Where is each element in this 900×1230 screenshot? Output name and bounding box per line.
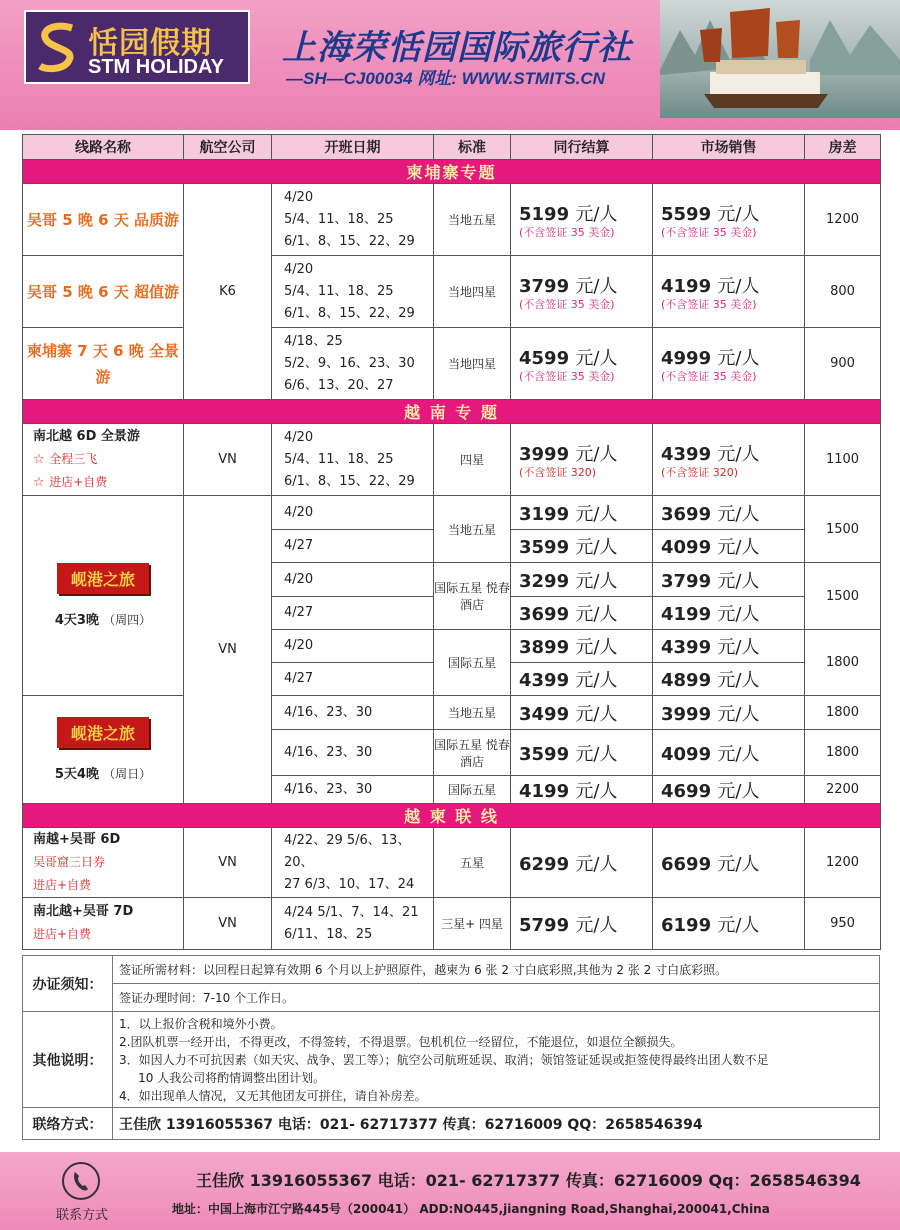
section-vietnam: 越 南 专 题 xyxy=(23,400,881,424)
airline: VN xyxy=(184,828,272,898)
junk-boat-photo xyxy=(660,0,900,118)
single-supplement: 1500 xyxy=(805,496,881,563)
company-logo xyxy=(24,10,250,84)
market-price: 3799 元/人 xyxy=(653,563,805,597)
market-price: 6199 元/人 xyxy=(653,898,805,950)
hotel-standard: 国际五星 悦春酒店 xyxy=(434,563,511,630)
market-price: 4199 元/人 xyxy=(653,597,805,630)
market-price: 5599 元/人 (不含签证 35 美金) xyxy=(653,184,805,256)
trade-price: 4599 元/人 (不含签证 35 美金) xyxy=(511,328,653,400)
col-route: 线路名称 xyxy=(23,135,184,160)
single-supplement: 1800 xyxy=(805,730,881,776)
single-supplement: 1200 xyxy=(805,184,881,256)
col-trade-price: 同行结算 xyxy=(511,135,653,160)
boat-illustration-icon xyxy=(660,0,900,118)
notes-table xyxy=(22,955,880,1140)
logo-english-name: STM HOLIDAY xyxy=(88,56,224,78)
danang-badge: 岘港之旅 xyxy=(57,717,149,748)
single-supplement: 950 xyxy=(805,898,881,950)
departure-dates: 4/27 xyxy=(272,597,434,630)
trade-price: 3699 元/人 xyxy=(511,597,653,630)
hotel-standard: 当地五星 xyxy=(434,184,511,256)
trade-price: 3799 元/人 (不含签证 35 美金) xyxy=(511,256,653,328)
departure-dates: 4/20 5/4、11、18、25 6/1、8、15、22、29 xyxy=(272,184,434,256)
single-supplement: 900 xyxy=(805,328,881,400)
trade-price: 4399 元/人 xyxy=(511,663,653,696)
note-line: 1．以上报价含税和境外小费。 xyxy=(119,1016,283,1031)
single-supplement: 2200 xyxy=(805,776,881,804)
contact-label: 联络方式： xyxy=(23,1108,113,1140)
table-row xyxy=(23,328,881,400)
table-row xyxy=(23,898,881,950)
footer-address: 地址：中国上海市江宁路445号（200041） ADD:NO445,jiangning Road,Shanghai,200041,China xyxy=(172,1202,770,1216)
col-dates: 开班日期 xyxy=(272,135,434,160)
market-price: 3999 元/人 xyxy=(653,696,805,730)
departure-dates: 4/20 xyxy=(272,496,434,530)
col-single-supplement: 房差 xyxy=(805,135,881,160)
trade-price: 3599 元/人 xyxy=(511,530,653,563)
route-name: 南北越+吴哥 7D 进店+自费 xyxy=(23,898,184,950)
trade-price: 3299 元/人 xyxy=(511,563,653,597)
note-line: 3．如因人力不可抗因素（如天灾、战争、罢工等）；航空公司航班延误、取消；领馆签证延误或拒签使得最终出团人数不足 xyxy=(119,1052,769,1067)
departure-dates: 4/22、29 5/6、13、20、 27 6/3、10、17、24 xyxy=(272,828,434,898)
trade-price: 3999 元/人 (不含签证 320) xyxy=(511,424,653,496)
footer xyxy=(0,1152,900,1230)
section-combo: 越 柬 联 线 xyxy=(23,804,881,828)
star-icon: ☆ xyxy=(33,451,45,467)
departure-dates: 4/20 xyxy=(272,630,434,663)
market-price: 4399 元/人 (不含签证 320) xyxy=(653,424,805,496)
hotel-standard: 当地五星 xyxy=(434,696,511,730)
other-notes-label: 其他说明： xyxy=(23,1012,113,1108)
price-table xyxy=(22,134,881,950)
hotel-standard: 当地四星 xyxy=(434,256,511,328)
header-banner xyxy=(0,0,900,130)
footer-contact-label: 联系方式 xyxy=(56,1208,109,1223)
contact-details: 王佳欣 13916055367 电话：021- 62717377 传真：62716009 QQ：2658546394 xyxy=(113,1108,880,1140)
trade-price: 5799 元/人 xyxy=(511,898,653,950)
single-supplement: 1800 xyxy=(805,630,881,696)
airline: VN xyxy=(184,424,272,496)
trade-price: 3199 元/人 xyxy=(511,496,653,530)
other-notes xyxy=(113,1012,880,1108)
single-supplement: 1800 xyxy=(805,696,881,730)
departure-dates: 4/27 xyxy=(272,663,434,696)
market-price: 4099 元/人 xyxy=(653,730,805,776)
departure-dates: 4/16、23、30 xyxy=(272,696,434,730)
market-price: 4999 元/人 (不含签证 35 美金) xyxy=(653,328,805,400)
phone-icon xyxy=(62,1162,100,1200)
trade-price: 3899 元/人 xyxy=(511,630,653,663)
departure-dates: 4/20 5/4、11、18、25 6/1、8、15、22、29 xyxy=(272,256,434,328)
departure-dates: 4/27 xyxy=(272,530,434,563)
market-price: 4899 元/人 xyxy=(653,663,805,696)
trade-price: 3499 元/人 xyxy=(511,696,653,730)
single-supplement: 1200 xyxy=(805,828,881,898)
route-name: 吴哥 5 晚 6 天 品质游 xyxy=(23,184,184,256)
trade-price: 3599 元/人 xyxy=(511,730,653,776)
section-cambodia: 柬埔寨专题 xyxy=(23,160,881,184)
trade-price: 6299 元/人 xyxy=(511,828,653,898)
logo-chinese-name: 恬园假期 xyxy=(88,26,212,61)
danang-plan-a: 岘港之旅 4天3晚 （周四） xyxy=(23,496,184,696)
col-standard: 标准 xyxy=(434,135,511,160)
table-row xyxy=(23,424,881,496)
market-price: 4099 元/人 xyxy=(653,530,805,563)
departure-dates: 4/20 5/4、11、18、25 6/1、8、15、22、29 xyxy=(272,424,434,496)
col-market-price: 市场销售 xyxy=(653,135,805,160)
hotel-standard: 三星+ 四星 xyxy=(434,898,511,950)
star-icon: ☆ xyxy=(33,474,45,490)
footer-contact-line: 王佳欣 13916055367 电话：021- 62717377 传真：62716009 Qq：2658546394 xyxy=(196,1171,861,1190)
airline: K6 xyxy=(184,184,272,400)
table-row xyxy=(23,184,881,256)
danang-plan-b: 岘港之旅 5天4晚 （周日） xyxy=(23,696,184,804)
departure-dates: 4/16、23、30 xyxy=(272,776,434,804)
departure-dates: 4/20 xyxy=(272,563,434,597)
hotel-standard: 四星 xyxy=(434,424,511,496)
departure-dates: 4/16、23、30 xyxy=(272,730,434,776)
hotel-standard: 当地四星 xyxy=(434,328,511,400)
table-header-row xyxy=(23,135,881,160)
airline: VN xyxy=(184,496,272,804)
route-name: 南北越 6D 全景游 ☆ 全程三飞 ☆ 进店+自费 xyxy=(23,424,184,496)
market-price: 4199 元/人 (不含签证 35 美金) xyxy=(653,256,805,328)
table-row xyxy=(23,828,881,898)
visa-label: 办证须知： xyxy=(23,956,113,1012)
visa-materials: 签证所需材料：以回程日起算有效期 6 个月以上护照原件，越柬为 6 张 2 寸白底彩照,其他为 2 张 2 寸白底彩照。 xyxy=(113,956,880,984)
single-supplement: 1500 xyxy=(805,563,881,630)
single-supplement: 1100 xyxy=(805,424,881,496)
table-row xyxy=(23,696,881,730)
hotel-standard: 五星 xyxy=(434,828,511,898)
route-name: 南越+吴哥 6D 吴哥窟三日券 进店+自费 xyxy=(23,828,184,898)
col-airline: 航空公司 xyxy=(184,135,272,160)
market-price: 6699 元/人 xyxy=(653,828,805,898)
table-row xyxy=(23,256,881,328)
trade-price: 5199 元/人 (不含签证 35 美金) xyxy=(511,184,653,256)
trade-price: 4199 元/人 xyxy=(511,776,653,804)
hotel-standard: 国际五星 悦春酒店 xyxy=(434,730,511,776)
market-price: 4399 元/人 xyxy=(653,630,805,663)
license-website: —SH—CJ00034 网址: WWW.STMITS.CN xyxy=(286,69,605,88)
airline: VN xyxy=(184,898,272,950)
hotel-standard: 当地五星 xyxy=(434,496,511,563)
departure-dates: 4/18、25 5/2、9、16、23、30 6/6、13、20、27 xyxy=(272,328,434,400)
note-line: 4．如出现单人情况，又无其他团友可拼住，请自补房差。 xyxy=(119,1088,427,1103)
danang-badge: 岘港之旅 xyxy=(57,563,149,594)
route-name: 吴哥 5 晚 6 天 超值游 xyxy=(23,256,184,328)
visa-processing-time: 签证办理时间：7-10 个工作日。 xyxy=(113,984,880,1012)
departure-dates: 4/24 5/1、7、14、21 6/11、18、25 xyxy=(272,898,434,950)
s-logo-icon xyxy=(32,20,84,74)
market-price: 4699 元/人 xyxy=(653,776,805,804)
agency-name: 上海荣恬园国际旅行社 xyxy=(282,28,632,68)
market-price: 3699 元/人 xyxy=(653,496,805,530)
single-supplement: 800 xyxy=(805,256,881,328)
note-line: 2.团队机票一经开出，不得更改，不得签转，不得退票。包机机位一经留位，不能退位，如退位全额损失。 xyxy=(119,1034,683,1049)
route-name: 柬埔寨 7 天 6 晚 全景游 xyxy=(23,328,184,400)
hotel-standard: 国际五星 xyxy=(434,630,511,696)
hotel-standard: 国际五星 xyxy=(434,776,511,804)
table-row xyxy=(23,496,881,530)
note-line: 10 人我公司将酌情调整出团计划。 xyxy=(119,1070,326,1085)
